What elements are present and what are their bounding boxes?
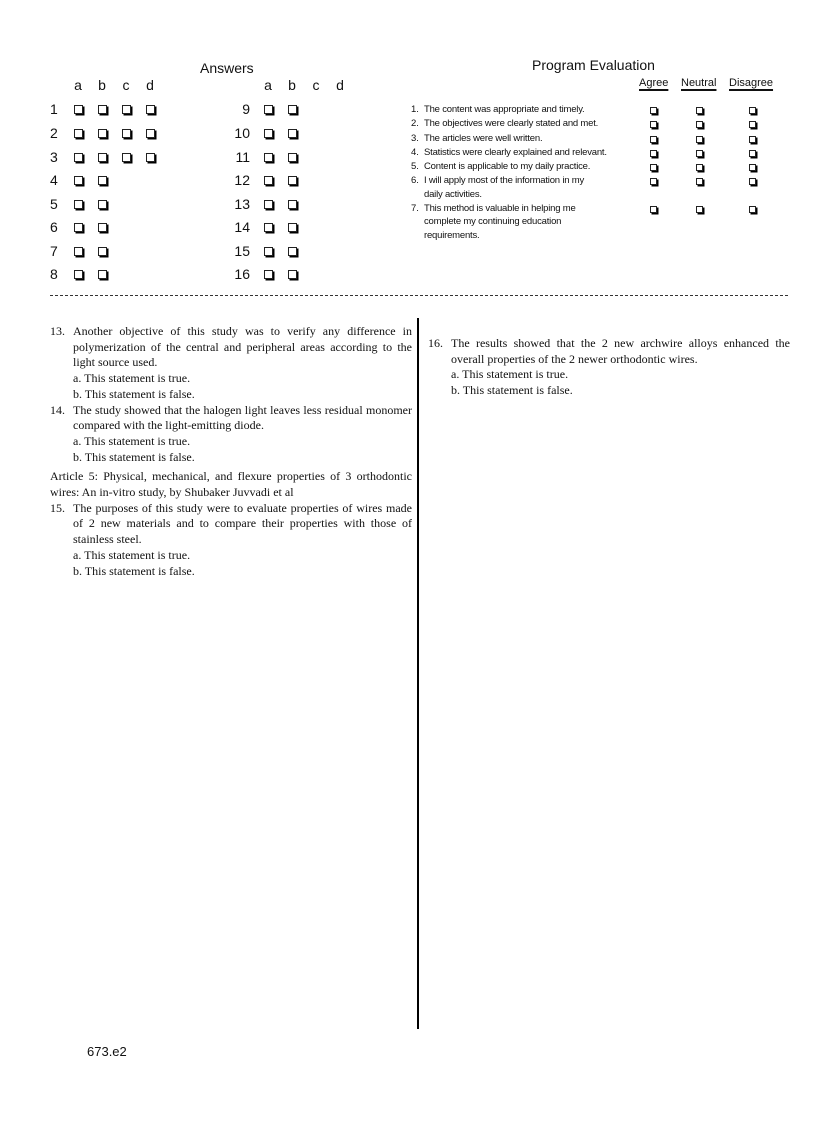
evaluation-item — [411, 117, 771, 130]
answer-number: 3 — [50, 149, 58, 165]
answer-number: 16 — [234, 266, 250, 282]
answer-checkbox[interactable] — [122, 129, 131, 138]
evaluation-checkbox-agree[interactable] — [650, 150, 657, 157]
answer-checkbox[interactable] — [98, 223, 107, 232]
evaluation-checkbox-neutral[interactable] — [696, 164, 703, 171]
answer-letter-header: a — [264, 77, 272, 93]
answer-checkbox[interactable] — [98, 176, 107, 185]
question-14: 14. The study showed that the halogen light leaves less residual monomer compared with the light-emitting diode. — [50, 402, 412, 433]
answer-checkbox[interactable] — [264, 200, 273, 209]
answer-number: 1 — [50, 101, 58, 117]
answer-checkbox[interactable] — [74, 270, 83, 279]
answer-checkbox[interactable] — [264, 105, 273, 114]
column-agree: Agree — [639, 77, 669, 89]
answer-number: 9 — [242, 101, 250, 117]
left-column — [50, 324, 412, 579]
answer-checkbox[interactable] — [74, 176, 83, 185]
evaluation-checkbox-disagree[interactable] — [749, 150, 756, 157]
answer-checkbox[interactable] — [288, 200, 297, 209]
evaluation-item-number: 5. — [411, 161, 419, 173]
evaluation-item-text: Content is applicable to my daily practice. — [424, 161, 591, 173]
evaluation-checkbox-agree[interactable] — [650, 206, 657, 213]
question-16-option-b: b. This statement is false. — [451, 383, 573, 398]
answer-checkbox[interactable] — [264, 153, 273, 162]
answer-number: 7 — [50, 243, 58, 259]
evaluation-checkbox-disagree[interactable] — [749, 178, 756, 185]
answer-checkbox[interactable] — [146, 129, 155, 138]
question-13: 13. Another objective of this study was to verify any difference in polymerization of the central and peripheral areas according to the light source used. — [50, 324, 412, 370]
answer-letter-header: c — [122, 77, 130, 93]
answer-number: 11 — [235, 149, 250, 165]
evaluation-checkbox-neutral[interactable] — [696, 206, 703, 213]
evaluation-item-number: 7. — [411, 203, 419, 215]
answer-letter-header: b — [288, 77, 296, 93]
evaluation-item — [411, 146, 771, 159]
evaluation-item-text: The objectives were clearly stated and met. — [424, 118, 599, 130]
evaluation-checkbox-neutral[interactable] — [696, 178, 703, 185]
answer-letter-header: a — [74, 77, 82, 93]
evaluation-item — [411, 160, 771, 173]
evaluation-checkbox-neutral[interactable] — [696, 121, 703, 128]
evaluation-item — [411, 202, 771, 242]
right-column — [428, 336, 790, 399]
answer-checkbox[interactable] — [98, 105, 107, 114]
evaluation-title: Program Evaluation — [532, 57, 655, 73]
question-15-option-a: a. This statement is true. — [73, 547, 191, 562]
evaluation-checkbox-agree[interactable] — [650, 107, 657, 114]
answers-title: Answers — [200, 60, 254, 76]
evaluation-checkbox-neutral[interactable] — [696, 136, 703, 143]
answer-letter-header: b — [98, 77, 106, 93]
evaluation-item-text: I will apply most of the information in my daily activities. — [424, 175, 585, 200]
answer-number: 2 — [50, 125, 58, 141]
evaluation-item — [411, 174, 771, 201]
answer-number: 12 — [234, 172, 250, 188]
question-16-option-a: a. This statement is true. — [451, 367, 569, 382]
evaluation-item-text: Statistics were clearly explained and relevant. — [424, 146, 607, 158]
answer-checkbox[interactable] — [122, 105, 131, 114]
column-disagree: Disagree — [729, 77, 774, 89]
evaluation-checkbox-disagree[interactable] — [749, 206, 756, 213]
evaluation-checkbox-agree[interactable] — [650, 136, 657, 143]
question-14-option-a: a. This statement is true. — [73, 433, 191, 448]
evaluation-checkbox-disagree[interactable] — [749, 107, 756, 114]
evaluation-item-text: The articles were well written. — [424, 132, 543, 144]
answer-checkbox[interactable] — [146, 153, 155, 162]
answer-letter-header: c — [312, 77, 320, 93]
evaluation-checkbox-disagree[interactable] — [749, 136, 756, 143]
answer-checkbox[interactable] — [146, 105, 155, 114]
answer-checkbox[interactable] — [288, 270, 297, 279]
article-heading: Article 5: Physical, mechanical, and flexure properties of 3 orthodontic wires: An in-vitro study, by Shubaker Juvvadi et al — [50, 469, 412, 500]
evaluation-item-number: 2. — [411, 118, 419, 130]
answer-checkbox[interactable] — [98, 270, 107, 279]
answer-checkbox[interactable] — [98, 200, 107, 209]
answer-number: 4 — [50, 172, 58, 188]
answer-number: 10 — [234, 125, 250, 141]
evaluation-checkbox-agree[interactable] — [650, 178, 657, 185]
answer-checkbox[interactable] — [288, 105, 297, 114]
answer-letter-header: d — [336, 77, 344, 93]
question-14-option-b: b. This statement is false. — [73, 449, 195, 464]
evaluation-checkbox-disagree[interactable] — [749, 121, 756, 128]
answer-number: 5 — [50, 196, 58, 212]
answer-number: 15 — [234, 243, 250, 259]
answer-checkbox[interactable] — [74, 247, 83, 256]
question-15: 15. The purposes of this study were to evaluate properties of wires made of 2 new materials and to compare their properties with those of stainless steel. — [50, 500, 412, 547]
answer-checkbox[interactable] — [264, 176, 273, 185]
evaluation-checkbox-neutral[interactable] — [696, 150, 703, 157]
answer-number: 14 — [234, 219, 250, 235]
evaluation-item-number: 3. — [411, 132, 419, 144]
answer-checkbox[interactable] — [264, 223, 273, 232]
evaluation-item-text: This method is valuable in helping me complete my continuing education requirements. — [424, 203, 576, 241]
evaluation-table — [411, 103, 771, 243]
dashed-divider — [50, 295, 788, 296]
answer-number: 8 — [50, 266, 58, 282]
answer-checkbox[interactable] — [98, 153, 107, 162]
answer-checkbox[interactable] — [264, 129, 273, 138]
answer-checkbox[interactable] — [288, 223, 297, 232]
answer-number: 6 — [50, 219, 58, 235]
answer-checkbox[interactable] — [98, 247, 107, 256]
answer-letter-header: d — [146, 77, 154, 93]
answer-checkbox[interactable] — [74, 105, 83, 114]
answer-checkbox[interactable] — [264, 270, 273, 279]
question-16: 16. The results showed that the 2 new archwire alloys enhanced the overall properties of the 2 newer orthodontic wires. — [428, 336, 790, 366]
question-13-option-a: a. This statement is true. — [73, 371, 191, 386]
column-divider — [417, 318, 419, 1029]
evaluation-item — [411, 132, 771, 145]
question-15-option-b: b. This statement is false. — [73, 563, 195, 578]
answer-checkbox[interactable] — [74, 200, 83, 209]
answer-checkbox[interactable] — [98, 129, 107, 138]
column-neutral: Neutral — [681, 77, 717, 89]
answer-checkbox[interactable] — [288, 176, 297, 185]
evaluation-item — [411, 103, 771, 116]
answer-checkbox[interactable] — [288, 247, 297, 256]
page-number: 673.e2 — [87, 1044, 127, 1059]
answer-checkbox[interactable] — [74, 129, 83, 138]
question-13-option-b: b. This statement is false. — [73, 386, 195, 401]
evaluation-item-text: The content was appropriate and timely. — [424, 104, 585, 115]
answer-checkbox[interactable] — [122, 153, 131, 162]
answer-checkbox[interactable] — [74, 223, 83, 232]
answer-checkbox[interactable] — [288, 153, 297, 162]
answer-number: 13 — [234, 196, 250, 212]
evaluation-checkbox-agree[interactable] — [650, 164, 657, 171]
answer-checkbox[interactable] — [288, 129, 297, 138]
answer-checkbox[interactable] — [264, 247, 273, 256]
evaluation-item-number: 6. — [411, 175, 419, 187]
answer-checkbox[interactable] — [74, 153, 83, 162]
evaluation-checkbox-disagree[interactable] — [749, 164, 756, 171]
evaluation-checkbox-agree[interactable] — [650, 121, 657, 128]
evaluation-item-number: 1. — [411, 104, 419, 115]
evaluation-item-number: 4. — [411, 146, 419, 158]
evaluation-checkbox-neutral[interactable] — [696, 107, 703, 114]
